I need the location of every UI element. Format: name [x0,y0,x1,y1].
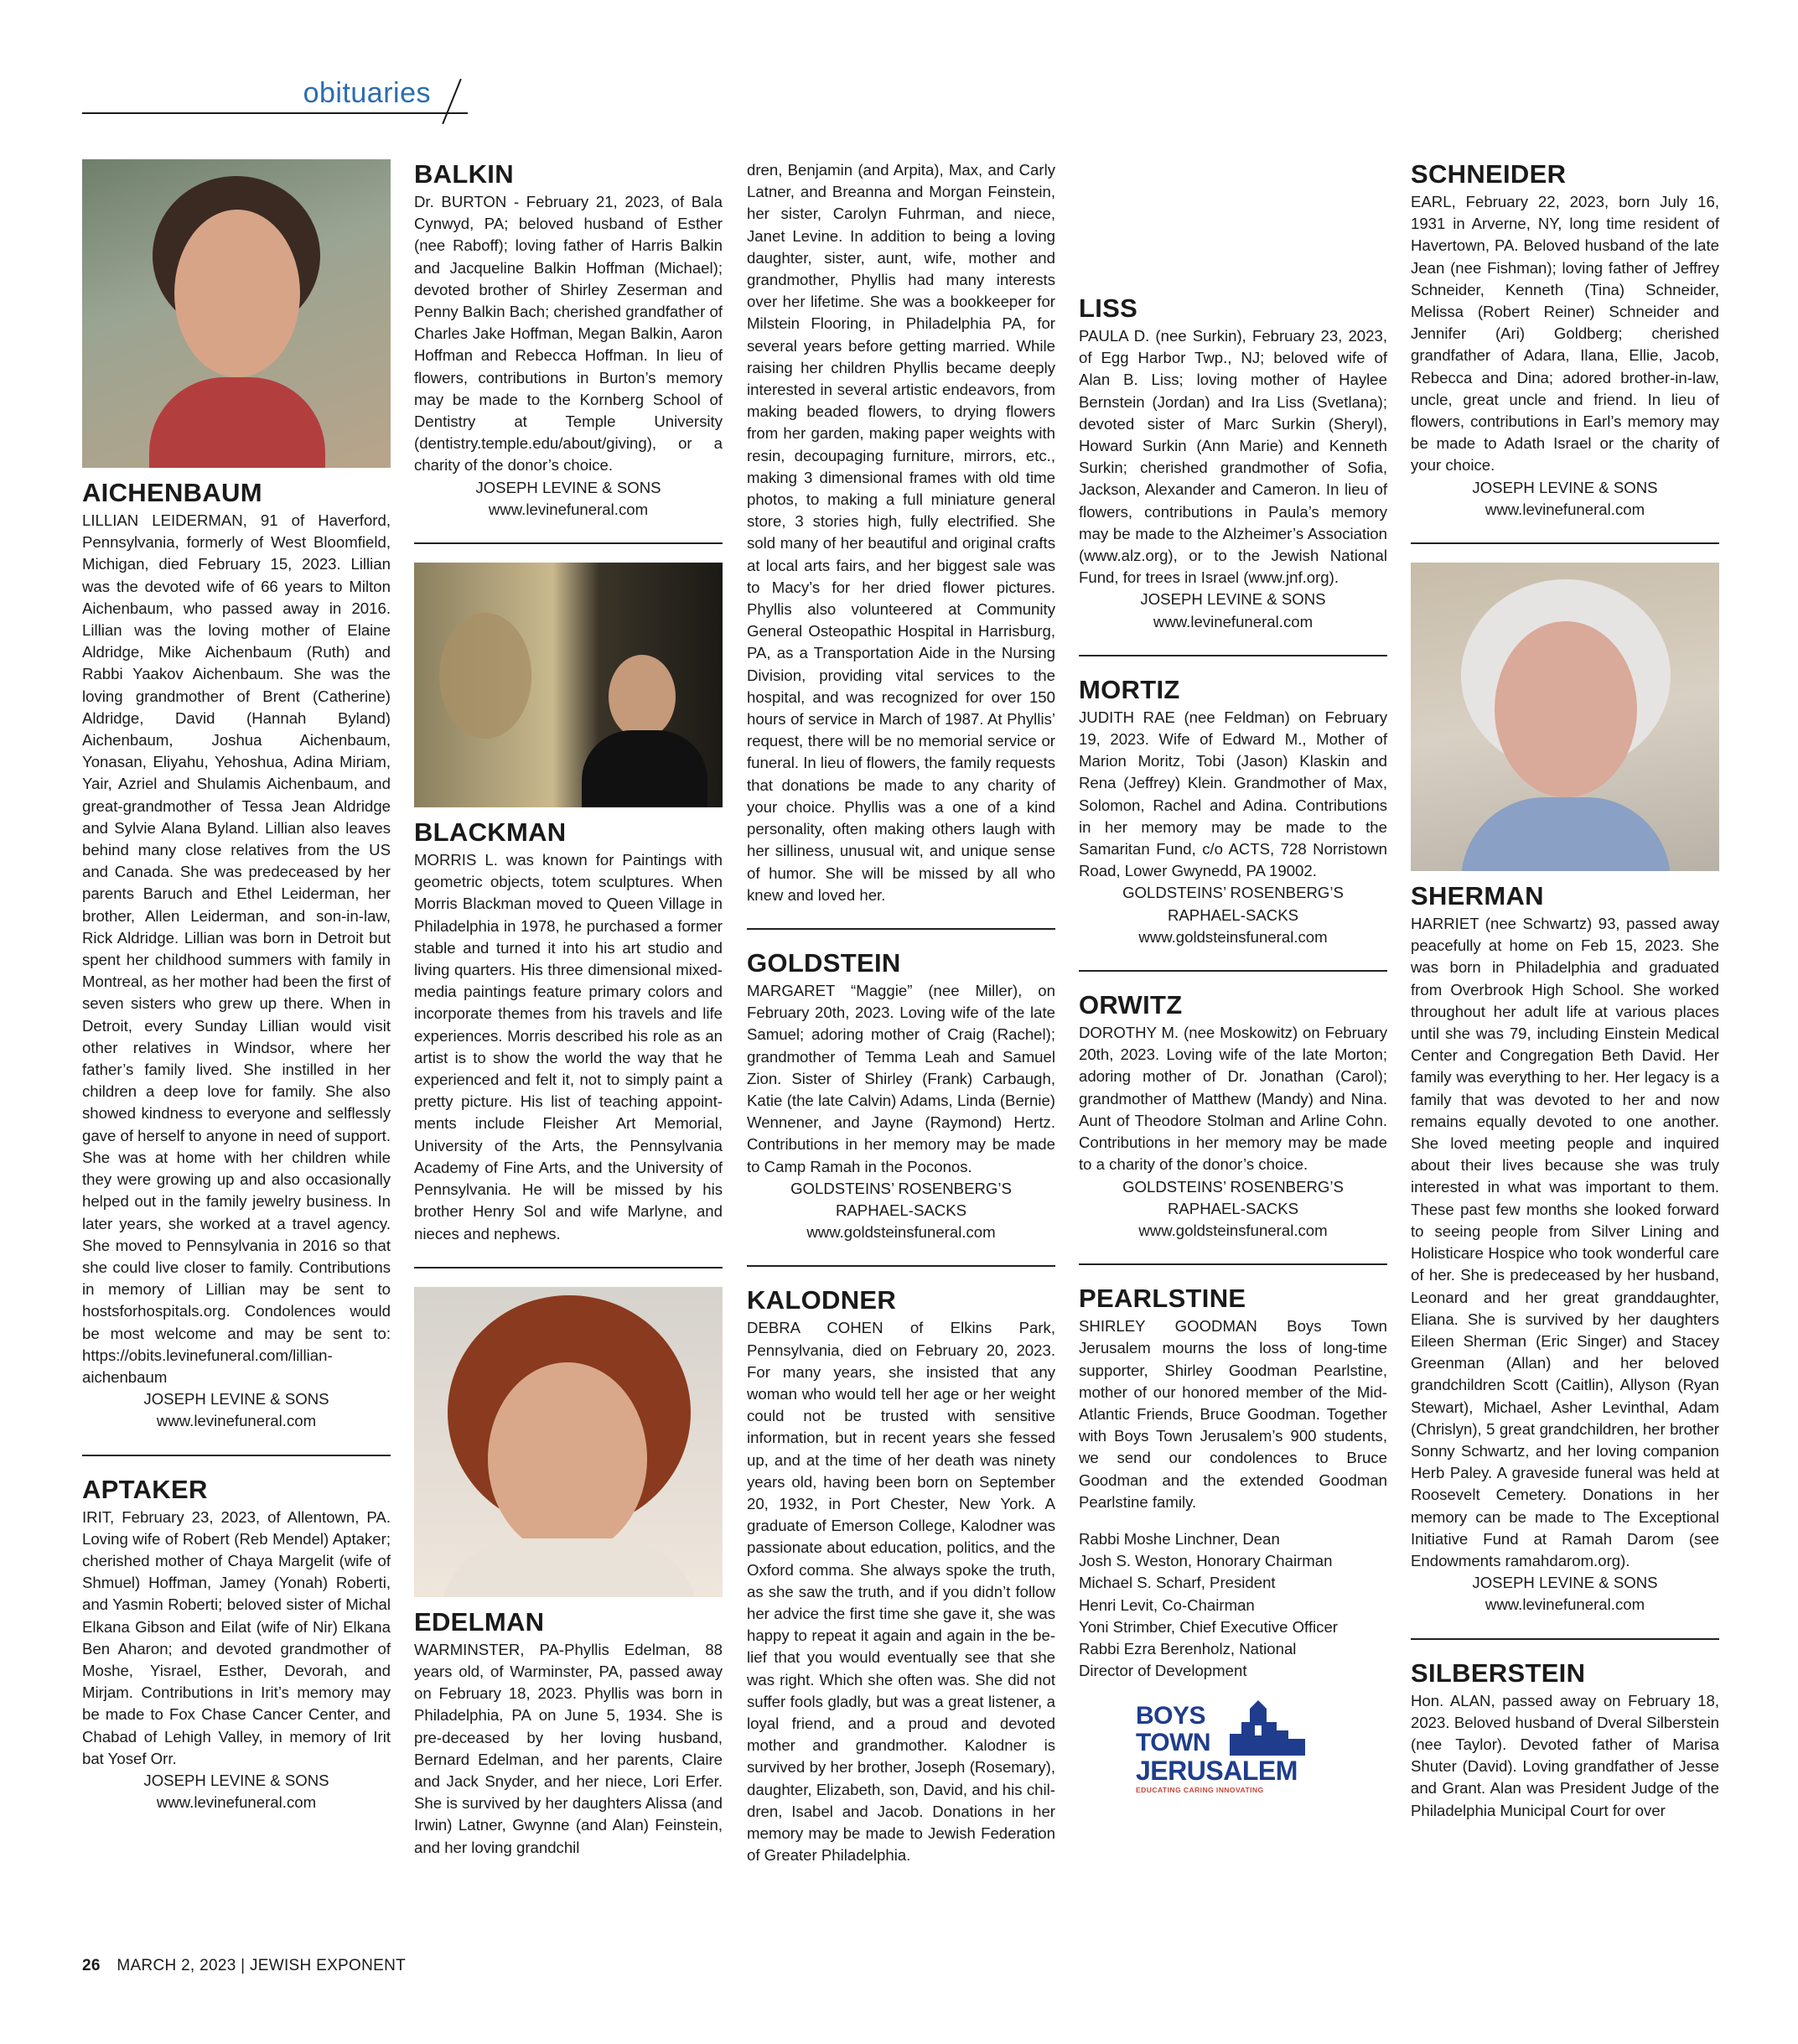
obit-name-blackman: BLACKMAN [414,817,567,848]
obit-name-liss: LISS [1079,293,1138,323]
header-slash [442,79,462,125]
funeral-site: www.goldsteinsfuneral.com [1138,1221,1328,1239]
obit-body-kalodner: DEBRA COHEN of Elkins Park, Pennsylvania, died on February 20, 2023. For many years, she insisted that any woman who would tell her age or her weight could not be trusted with sensitive information, but in recent years she fessed up, and at the time of her death was ninety years old, having been born on September 20, 1932, in Port Chester, New York. A graduate of Emerson College, Kalodner was passionate about education, politics, and the Oxford comma. She always spoke the truth, as she saw the truth, and if you didn’t follow her advice the first time she gave it, she was happy to repeat it again and again in the belief that you would eventually see that she was right. Which she often was. She did not suffer fools gladly, but was a great listener, a loyal friend, and a proud and devoted mother and grandmother. Kalodner is survived by her brother, Joseph (Rosemary), daughter, Elizabeth, son, David, and his children, Isabel and Jacob. Donations in her memory may be made to Jewish Federation of Greater Philadelphia. [747,1319,1055,1865]
obit-body-liss: PAULA D. (nee Surkin), February 23, 2023, of Egg Harbor Twp., NJ; beloved wife of Alan B. Liss; loving mother of Haylee Bernstein (Jordan) and Ira Liss (Svetlana); devoted sister of Marc Surkin (Sheryl), Howard Surkin (Ann Marie) and Kenneth Surkin; cherished grandmother of Sofia, Jackson, Alexander and Cameron. In lieu of flowers, contributions in Paula’s memory may be made to the Alzheimer’s Association (www.alz.org), or to the Jewish National Fund, for trees in Israel (www.jnf.org). [1079,327,1387,587]
funeral-home: GOLDSTEINS’ ROSENBERG’S [1122,1177,1344,1196]
photo-aichenbaum [82,159,391,468]
boys-town-jerusalem-logo [1131,1697,1324,1796]
obit-body-edelman-a: WARMINSTER, PA-Phyllis Edelman, 88 years old, of Warminster, PA, passed away on February 18, 2023. Phyllis was born in Philadelphia, PA on June 5, 1934. She is pre-deceased by her loving husband, Bernard Edelman, and her parents, Claire and Jack Snyder, and her niece, Lori Erfer. She is survived by her daughters Alissa (and Irwin) Latner, Gwynne (and Alan) Feinstein, and her loving grandchil [414,1640,723,1856]
divider [747,1265,1055,1267]
obit-name-pearlstine: PEARLSTINE [1079,1284,1246,1314]
photo-face [609,655,676,739]
obit-name-goldstein: GOLDSTEIN [747,947,901,978]
staff-line: Director of Development [1079,1662,1247,1680]
funeral-site: www.goldsteinsfuneral.com [1138,927,1328,946]
divider [82,1455,391,1456]
header-rule [82,112,468,114]
funeral-home: RAPHAEL-SACKS [1167,905,1299,924]
obit-body-goldstein: MARGARET “Maggie” (nee Miller), on February 20th, 2023. Loving wife of the late Samuel; adoring mother of Craig (Rachel); grandmother of Temma Leah and Samuel Zion. Sister of Shirley (Frank) Carbaugh, Katie (the late Calvin) Adams, Linda (Bernie) Wennener, and Jayne (Raymond) Hertz. Contributions in her memory may be made to Camp Ramah in the Poconos. [747,981,1055,1175]
staff-line: Michael S. Scharf, President [1079,1574,1276,1592]
photo-face [174,210,300,377]
obit-name-kalodner: KALODNER [747,1285,897,1315]
obit-name-silberstein: SILBERSTEIN [1411,1658,1586,1688]
funeral-home: GOLDSTEINS’ ROSENBERG’S [790,1179,1012,1197]
obit-body-sherman: HARRIET (nee Schwartz) 93, passed away peacefully at home on Feb 15, 2023. She was born in Philadelphia and graduated from Overbrook High School. She worked throughout her adult life at various places until she was 79, including Einstein Medical Center and Congregation Beth David. Her family was everything to her. Her legacy is a family that was devoted to her and now remains equally devoted to one another. She loved meeting people and inquired about their lives because she was truly interested in what was important to them. These past few months she looked forward to seeing people from Silver Lining and Holisticare Hospice who took wonderful care of her. She is predeceased by her husband, Leonard and her great granddaughter, Eliana. She is survived by her daughters Eileen Sherman (Eric Singer) and Stacey Greenman (Allan) and her beloved grandchildren Scott (Caitlin), Allyson (Ryan Stewart), Michael, Asher Levinthal, Adam (Chrislyn), 5 great grandchildren, her brother Sonny Schwartz, and her loving companion Herb Paley. A graveside funeral was held at Roosevelt Cemetery. Donations in her memory can be made to The Exceptional Initiative Fund at Ramah Darom (see Endowments ramahdarom.org). [1411,915,1719,1569]
section-title: obituaries [303,77,431,109]
city-skyline-icon [1230,1700,1305,1756]
funeral-site: www.levinefuneral.com [1153,612,1314,630]
funeral-site: www.goldsteinsfuneral.com [806,1223,996,1242]
staff-line: Josh S. Weston, Honorary Chairman [1079,1552,1333,1570]
obit-name-balkin: BALKIN [414,159,514,189]
photo-blackman [414,563,723,807]
funeral-home: JOSEPH LEVINE & SONS [475,478,661,496]
obit-name-orwitz: ORWITZ [1079,990,1183,1020]
photo-face [1495,621,1637,797]
funeral-home: JOSEPH LEVINE & SONS [143,1771,329,1789]
funeral-site: www.levinefuneral.com [1485,500,1645,518]
divider [414,1267,723,1268]
photo-clothing [1461,797,1671,871]
funeral-home: RAPHAEL-SACKS [835,1201,967,1219]
obit-body-schneider: EARL, February 22, 2023, born July 16, 1931 in Arverne, NY, long time resident of Havertown, PA. Beloved husband of the late Jean (nee Fishman); loving father of Jeffrey Schneider, Kenneth (Tina) Schneider, Melissa (Robert Reiner) Schneider and Jennifer (Ari) Goldberg; cherished grandfather of Adara, Ilana, Ellie, Jacob, Rebecca and Dina; adored brother-in-law, uncle, great uncle and friend. In lieu of flowers, contributions in Earl’s memory may be made to Adath Israel or the charity of your choice. [1411,193,1719,475]
divider [1411,542,1719,544]
obit-body-edelman-b: dren, Benjamin (and Arpita), Max, and Carly Latner, and Breanna and Morgan Feinstein, her sister, Carolyn Fuhrman, and niece, Janet Levine. In addition to being a loving daughter, sister, aunt, wife, mother and grandmother, Phyllis had many interests over her lifetime. She was a bookkeeper for Milstein Flooring, in Philadelphia PA, for several years before getting married. While raising her children Phyllis became deeply interested in several artistic endeavors, from making beaded flowers, to drying flowers from her garden, making paper weights with resin, decoupaging furniture, mirrors, etc., making 3 dimensional frames with old time photos, to making a full miniature general store, 3 stories high, fully electrified. She sold many of her beautiful and original crafts at local arts fairs, and her biggest sale was to Macy’s for her dried flower pictures. Phyllis also volunteered at Community General Osteopathic Hospital in Harrisburg, PA, as a Transportation Aide in the Nursing Division, providing vital services to the hospital, and was recognized for over 150 hours of service in March of 1987. At Phyllis’ request, there will be no memorial service or funeral. In lieu of flowers, the family requests that donations be made to any charity of your choice. Phyllis was a one of a kind personality, often making others laugh with her silliness, unusual wit, and unique sense of humor. She will be missed by all who knew and loved her. [747,161,1055,904]
column-3 [747,159,1055,1866]
column-2 [414,159,723,1859]
funeral-site: www.levinefuneral.com [156,1412,317,1430]
column-4-main [1079,293,1387,1796]
obit-name-mortiz: MORTIZ [1079,674,1180,704]
obit-body-mortiz: JUDITH RAE (nee Feldman) on February 19, 2023. Wife of Edward M., Mother of Marion Moritz, Tobi (Jason) Klaskin and Rena (Jeffrey) Klein. Grandmother of Max, Solomon, Rachel and Adina. Contributions in her memory may be made to the Samaritan Fund, c/o ACTS, 728 Norristown Road, Lower Gwynedd, PA 19002. [1079,708,1387,880]
obit-body-aptaker: IRIT, February 23, 2023, of Allentown, PA. Loving wife of Robert (Reb Mendel) Aptaker; cherished mother of Chaya Margelit (wife of Shmuel) Hoffman, Jamey (Yonah) Roberti, and Yasmin Roberti; beloved sister of Michal Elkana Gibson and Eilat (wife of Nir) Elkana Ben Aharon; and devoted grandmother of Moshe, Yisrael, Esther, Devorah, and Mirjam. Contributions in Irit’s memory may be made to Fox Chase Cancer Center, and Chabad of Lehigh Valley, in memory of Irit bat Yosef Orr. [82,1507,391,1767]
obit-body-aichenbaum: LILLIAN LEIDERMAN, 91 of Haverford, Pennsylvania, formerly of West Bloomfield, Michigan, died February 15, 2023. Lillian was the devoted wife of 66 years to Milton Aichenbaum, who passed away in 2016. Lillian was the loving mother of Elaine Aldridge, Mike Aichenbaum (Ruth) and Rabbi Yaakov Aichenbaum. She was the loving grandmother of Brent (Catherine) Aldridge, David (Hannah Byland) Aichenbaum, Joshua Aichenbaum, Yonasan, Eliyahu, Yehoshua, Adina Miriam, Yair, Azriel and Shulamis Aichenbaum, and great-grandmother of Tessa Jean Aldridge and Sylvie Alana Byland. Lillian also leaves behind many close relatives from the US and Canada. She was predeceased by her parents Baruch and Ethel Leiderman, her brother, Allen Leiderman, and son-in-law, Rick Aldridge. Lillian was born in Detroit but spent her childhood summers with family in Montreal, as her mother had been the first of seven sisters who grew up there. When in Detroit, every Sunday Lillian would visit other relatives in Windsor, where her father’s family lived. She instilled in her children a deep love for family. She also showed kindness to everyone and selflessly gave of herself to anyone in need of support. She was at home with her children while they were growing up and also occasionally helped out in the family jewelry business. In later years, she worked at a travel agency. She moved to Pennsylvania in 2016 so that she could live closer to family. Contributions in memory of Lillian may be sent to hostsforhospitals.org. Condolences would be most welcome and may be sent to: https://obits.levinefuneral.com/lillian-aichenbaum [82,511,391,1386]
funeral-home: GOLDSTEINS’ ROSENBERG’S [1122,884,1344,902]
logo-line-2: TOWN [1136,1729,1211,1757]
page-number: 26 [82,1957,101,1974]
funeral-home: RAPHAEL-SACKS [1167,1199,1299,1217]
funeral-site: www.levinefuneral.com [488,500,649,518]
logo-line-1: BOYS [1136,1702,1206,1730]
staff-line: Yoni Strimber, Chief Executive Officer [1079,1617,1339,1636]
obit-name-aichenbaum: AICHENBAUM [82,478,262,507]
divider [1079,970,1387,972]
staff-line: Rabbi Moshe Linchner, Dean [1079,1529,1280,1548]
divider [747,928,1055,930]
staff-list [1079,1528,1387,1682]
funeral-home: JOSEPH LEVINE & SONS [1472,478,1658,496]
obit-name-schneider: SCHNEIDER [1411,159,1567,189]
column-5 [1411,159,1719,1822]
funeral-home: JOSEPH LEVINE & SONS [1140,590,1326,609]
photo-clothing [582,730,707,807]
funeral-home: JOSEPH LEVINE & SONS [143,1390,329,1408]
obit-body-orwitz: DOROTHY M. (nee Moskowitz) on February 20th, 2023. Loving wife of the late Morton; adoring mother of Dr. Jonathan (Carol); grandmother of Matthew (Mandy) and Nina. Aunt of Theodore Stolman and Arline Cohn. Contributions in her memory may be made to a charity of the donor’s choice. [1079,1024,1387,1174]
photo-sherman [1411,563,1719,871]
obit-name-edelman: EDELMAN [414,1606,545,1637]
funeral-site: www.levinefuneral.com [1485,1595,1645,1614]
photo-clothing [439,1538,699,1597]
obit-name-sherman: SHERMAN [1411,881,1544,911]
obit-body-blackman: MORRIS L. was known for Paintings with geometric objects, totem sculptures. When Morris Blackman moved to Queen Village in Philadelphia in 1978, he purchased a former stable and turned it into his art studio and living quarters. His three dimensional mixed-media paintings feature primary colors and incorporate themes from his travels and life experiences. Morris described his role as an artist is to show the world the way that he experienced and felt it, not to simply paint a pretty picture. His list of teaching appointments include Fleisher Art Memorial, University of the Arts, the Pennsylvania Academy of Fine Arts, and the University of Pennsylvania. He will be missed by his brother Henry Sol and wife Marlyne, and nieces and nephews. [414,851,723,1242]
obit-body-balkin: Dr. BURTON - February 21, 2023, of Bala Cynwyd, PA; beloved husband of Esther (nee Raboff); loving father of Harris Balkin and Jacqueline Balkin Hoffman (Michael); devoted brother of Shirley Zeserman and Penny Balkin Bach; cherished grandfather of Charles Jake Hoffman, Megan Balkin, Aaron Hoffman and Rebecca Hoffman. In lieu of flowers, contributions in Burton’s memory may be made to the Kornberg School of Dentistry at Temple University (dentistry.temple.edu/about/giving), or a charity of the donor’s choice. [414,193,723,475]
column-1 [82,159,391,1813]
divider [1079,655,1387,656]
obit-body-silberstein: Hon. ALAN, passed away on February 18, 2023. Beloved husband of Dveral Silberstein (nee Taylor). Devoted father of Marisa Shuter (David). Loving grandfather of Jesse and Grant. Alan was President Judge of the Philadelphia Municipal Court for over [1411,1691,1719,1819]
funeral-site: www.levinefuneral.com [156,1793,317,1812]
obit-name-aptaker: APTAKER [82,1474,208,1504]
photo-clothing [149,377,325,468]
divider [414,542,723,544]
page-footer [82,1957,406,1975]
divider [1411,1638,1719,1640]
photo-painting-face [439,613,531,739]
section-header [82,74,468,124]
staff-line: Henri Levit, Co-Chairman [1079,1595,1255,1614]
logo-tagline: EDUCATING CARING INNOVATING [1136,1786,1264,1795]
photo-edelman [414,1287,723,1597]
staff-line: Rabbi Ezra Berenholz, National [1079,1639,1297,1658]
obit-body-pearlstine: SHIRLEY GOODMAN Boys Town Jerusalem mourns the loss of long-time supporter, Shirley Goodman Pearlstine, mother of our honored member of the Mid-Atlantic Friends, Bruce Goodman. Together with Boys Town Jerusalem’s 900 students, we send our condolences to Bruce Goodman and the extended Goodman Pearlstine family. [1079,1317,1387,1511]
publication-date: MARCH 2, 2023 | JEWISH EXPONENT [117,1957,407,1974]
funeral-home: JOSEPH LEVINE & SONS [1472,1574,1658,1592]
divider [1079,1263,1387,1265]
logo-line-3: JERUSALEM [1136,1756,1298,1787]
photo-face [488,1362,647,1555]
